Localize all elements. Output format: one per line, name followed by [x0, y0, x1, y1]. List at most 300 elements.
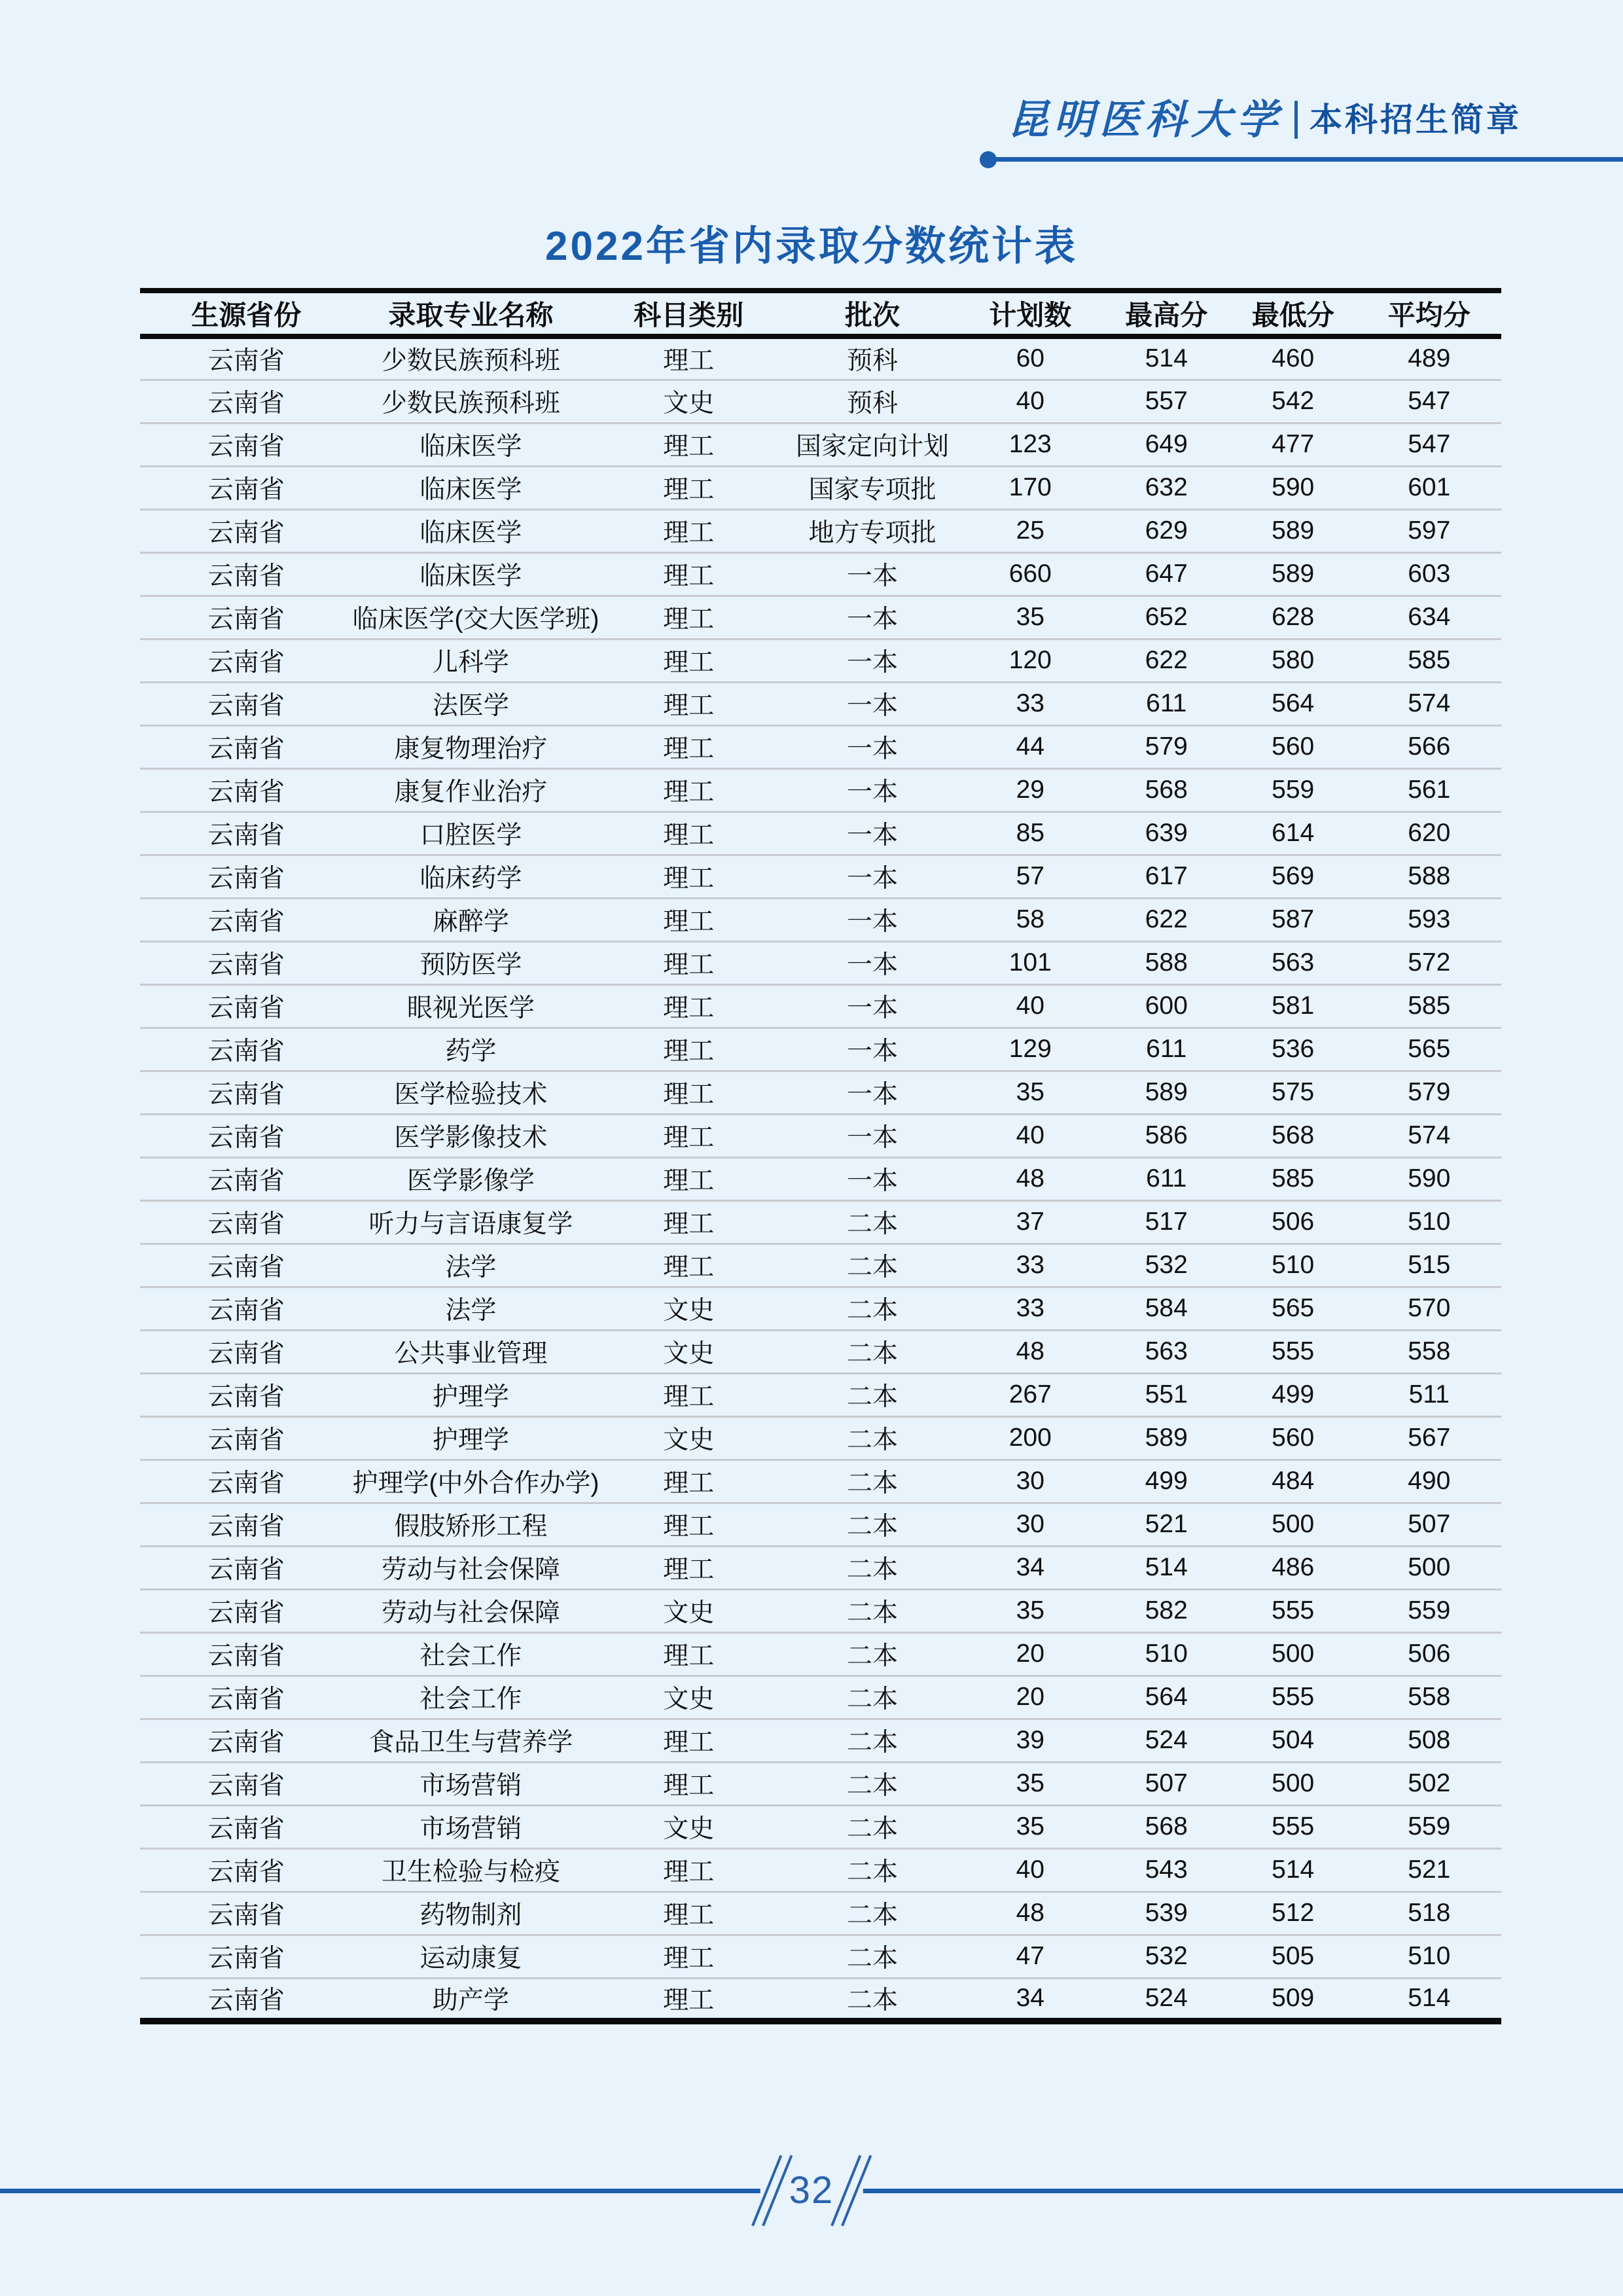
cell-avg-score: 603 — [1408, 560, 1451, 588]
cell-category: 理工 — [663, 1901, 715, 1929]
cell-batch: 预科 — [846, 389, 898, 418]
cell-province: 云南省 — [207, 433, 285, 461]
table-row — [140, 682, 1501, 725]
table-row — [140, 1157, 1501, 1200]
cell-max-score: 524 — [1145, 1984, 1188, 2013]
cell-min-score: 500 — [1272, 1510, 1315, 1538]
brand-divider-bar — [1294, 101, 1298, 139]
cell-province: 云南省 — [207, 1772, 285, 1800]
table-row — [140, 639, 1501, 682]
cell-batch: 一本 — [846, 692, 898, 720]
cell-min-score: 555 — [1272, 1812, 1315, 1840]
cell-batch: 一本 — [846, 605, 898, 634]
cell-batch: 二本 — [846, 1945, 898, 1973]
cell-avg-score: 510 — [1408, 1942, 1451, 1970]
table-row — [140, 812, 1501, 855]
cell-major: 法医学 — [432, 692, 509, 720]
cell-avg-score: 507 — [1408, 1510, 1451, 1538]
cell-category: 文史 — [663, 1815, 715, 1843]
admission-scores-table — [140, 288, 1501, 2024]
cell-plan-count: 35 — [1016, 1769, 1044, 1797]
cell-max-score: 584 — [1145, 1294, 1188, 1322]
cell-avg-score: 601 — [1408, 473, 1451, 501]
cell-batch: 二本 — [846, 1599, 898, 1627]
cell-major: 法学 — [445, 1253, 497, 1282]
cell-major: 眼视光医学 — [406, 994, 535, 1022]
table-row — [140, 1848, 1501, 1892]
cell-max-score: 507 — [1145, 1769, 1188, 1797]
cell-plan-count: 40 — [1016, 992, 1044, 1020]
table-row — [140, 336, 1501, 380]
cell-province: 云南省 — [207, 1599, 285, 1627]
table-row — [140, 1719, 1501, 1762]
cell-category: 理工 — [663, 433, 715, 461]
cell-plan-count: 44 — [1016, 732, 1044, 761]
cell-avg-score: 514 — [1408, 1984, 1451, 2013]
cell-avg-score: 588 — [1408, 862, 1451, 890]
cell-min-score: 460 — [1272, 344, 1315, 373]
cell-max-score: 639 — [1145, 819, 1188, 847]
cell-max-score: 510 — [1145, 1640, 1188, 1668]
cell-major: 食品卫生与营养学 — [368, 1729, 573, 1757]
cell-avg-score: 561 — [1408, 776, 1451, 804]
cell-max-score: 568 — [1145, 776, 1188, 804]
cell-max-score: 524 — [1145, 1726, 1188, 1754]
cell-province: 云南省 — [207, 1901, 285, 1929]
cell-max-score: 617 — [1145, 862, 1188, 890]
cell-plan-count: 35 — [1016, 1078, 1044, 1106]
cell-max-score: 629 — [1145, 516, 1188, 545]
cell-min-score: 563 — [1272, 948, 1315, 977]
cell-province: 云南省 — [207, 1383, 285, 1411]
cell-avg-score: 510 — [1408, 1208, 1451, 1236]
cell-province: 云南省 — [207, 562, 285, 590]
cell-plan-count: 660 — [1008, 560, 1052, 588]
cell-avg-score: 558 — [1408, 1337, 1451, 1365]
cell-batch: 一本 — [846, 821, 898, 850]
cell-plan-count: 40 — [1016, 1121, 1044, 1149]
cell-min-score: 560 — [1272, 732, 1315, 761]
slash-decoration-left — [766, 2153, 779, 2229]
cell-min-score: 555 — [1272, 1596, 1315, 1624]
cell-batch: 一本 — [846, 649, 898, 677]
table-row — [140, 552, 1501, 596]
cell-plan-count: 34 — [1016, 1553, 1044, 1581]
cell-category: 理工 — [663, 1513, 715, 1541]
table-row — [140, 1978, 1501, 2021]
cell-batch: 一本 — [846, 1037, 898, 1066]
table-row — [140, 941, 1501, 984]
cell-category: 理工 — [663, 1037, 715, 1066]
cell-province: 云南省 — [207, 1081, 285, 1109]
cell-avg-score: 574 — [1408, 1121, 1451, 1149]
cell-avg-score: 558 — [1408, 1683, 1451, 1711]
cell-avg-score: 515 — [1408, 1251, 1451, 1279]
cell-province: 云南省 — [207, 821, 285, 850]
cell-category: 理工 — [663, 649, 715, 677]
cell-category: 文史 — [663, 1340, 715, 1368]
cell-category: 文史 — [663, 1599, 715, 1627]
cell-min-score: 500 — [1272, 1769, 1315, 1797]
cell-plan-count: 35 — [1016, 1812, 1044, 1840]
cell-province: 云南省 — [207, 519, 285, 547]
cell-province: 云南省 — [207, 605, 285, 634]
cell-max-score: 589 — [1145, 1078, 1188, 1106]
cell-plan-count: 30 — [1016, 1467, 1044, 1495]
col-header-avg-score: 平均分 — [1387, 300, 1471, 331]
cell-major: 临床医学(交大医学班) — [352, 605, 599, 634]
col-header-province: 生源省份 — [191, 300, 302, 331]
cell-category: 理工 — [663, 778, 715, 806]
cell-avg-score: 502 — [1408, 1769, 1451, 1797]
cell-major: 临床医学 — [419, 433, 522, 461]
cell-max-score: 611 — [1146, 689, 1187, 717]
cell-min-score: 509 — [1272, 1984, 1315, 2013]
cell-batch: 二本 — [846, 1986, 898, 2015]
cell-major: 药物制剂 — [419, 1901, 522, 1929]
cell-category: 文史 — [663, 1426, 715, 1454]
cell-avg-score: 572 — [1408, 948, 1451, 977]
col-header-max-score: 最高分 — [1125, 300, 1208, 331]
cell-major: 公共事业管理 — [394, 1340, 548, 1368]
cell-province: 云南省 — [207, 1945, 285, 1973]
cell-category: 理工 — [663, 1081, 715, 1109]
table-row — [140, 984, 1501, 1028]
cell-province: 云南省 — [207, 1167, 285, 1195]
cell-province: 云南省 — [207, 347, 285, 376]
table-row — [140, 898, 1501, 941]
cell-max-score: 588 — [1145, 948, 1188, 977]
cell-max-score: 652 — [1145, 603, 1188, 631]
brand-header — [1008, 96, 1522, 143]
cell-plan-count: 58 — [1016, 905, 1044, 933]
cell-min-score: 504 — [1272, 1726, 1315, 1754]
cell-batch: 二本 — [846, 1297, 898, 1325]
cell-batch: 二本 — [846, 1426, 898, 1454]
table-row — [140, 1762, 1501, 1805]
cell-plan-count: 200 — [1008, 1424, 1052, 1452]
table-row — [140, 1632, 1501, 1676]
cell-max-score: 611 — [1146, 1164, 1187, 1193]
cell-province: 云南省 — [207, 778, 285, 806]
cell-batch: 一本 — [846, 1124, 898, 1152]
cell-major: 临床医学 — [419, 476, 522, 504]
cell-category: 理工 — [663, 1729, 715, 1757]
cell-category: 理工 — [663, 821, 715, 850]
cell-province: 云南省 — [207, 1858, 285, 1886]
cell-category: 理工 — [663, 1858, 715, 1886]
cell-category: 理工 — [663, 347, 715, 376]
cell-category: 理工 — [663, 1642, 715, 1670]
cell-category: 理工 — [663, 1772, 715, 1800]
cell-major: 假肢矫形工程 — [394, 1513, 548, 1541]
cell-category: 理工 — [663, 1986, 715, 2015]
table-row — [140, 1503, 1501, 1546]
cell-batch: 二本 — [846, 1685, 898, 1713]
cell-batch: 二本 — [846, 1901, 898, 1929]
cell-category: 理工 — [663, 1945, 715, 1973]
cell-province: 云南省 — [207, 865, 285, 893]
cell-major: 口腔医学 — [419, 821, 522, 850]
cell-max-score: 611 — [1146, 1035, 1187, 1063]
table-row — [140, 1244, 1501, 1287]
cell-max-score: 564 — [1145, 1683, 1188, 1711]
cell-province: 云南省 — [207, 1297, 285, 1325]
cell-avg-score: 590 — [1408, 1164, 1451, 1193]
cell-avg-score: 570 — [1408, 1294, 1451, 1322]
cell-min-score: 484 — [1272, 1467, 1315, 1495]
cell-plan-count: 30 — [1016, 1510, 1044, 1538]
cell-min-score: 536 — [1272, 1035, 1315, 1063]
cell-batch: 一本 — [846, 735, 898, 763]
table-row — [140, 725, 1501, 768]
cell-batch: 二本 — [846, 1772, 898, 1800]
cell-province: 云南省 — [207, 1340, 285, 1368]
cell-category: 理工 — [663, 519, 715, 547]
cell-min-score: 500 — [1272, 1640, 1315, 1668]
cell-plan-count: 40 — [1016, 387, 1044, 415]
cell-major: 法学 — [445, 1297, 497, 1325]
cell-category: 理工 — [663, 1210, 715, 1238]
cell-category: 理工 — [663, 994, 715, 1022]
cell-max-score: 649 — [1145, 430, 1188, 458]
cell-plan-count: 101 — [1008, 948, 1052, 977]
cell-category: 理工 — [663, 605, 715, 634]
cell-major: 卫生检验与检疫 — [381, 1858, 560, 1886]
cell-min-score: 568 — [1272, 1121, 1315, 1149]
cell-major: 医学检验技术 — [394, 1081, 548, 1109]
col-header-major: 录取专业名称 — [388, 300, 554, 331]
cell-plan-count: 33 — [1016, 1294, 1044, 1322]
cell-plan-count: 35 — [1016, 1596, 1044, 1624]
cell-min-score: 510 — [1272, 1251, 1315, 1279]
cell-min-score: 581 — [1272, 992, 1315, 1020]
cell-min-score: 486 — [1272, 1553, 1315, 1581]
table-row — [140, 1546, 1501, 1589]
cell-batch: 二本 — [846, 1469, 898, 1498]
cell-province: 云南省 — [207, 994, 285, 1022]
cell-min-score: 565 — [1272, 1294, 1315, 1322]
brand-subtitle: 本科招生简章 — [1310, 101, 1522, 138]
cell-max-score: 647 — [1145, 560, 1188, 588]
cell-min-score: 555 — [1272, 1337, 1315, 1365]
cell-province: 云南省 — [207, 649, 285, 677]
table-row — [140, 466, 1501, 509]
table-row — [140, 1373, 1501, 1416]
cell-min-score: 589 — [1272, 560, 1315, 588]
cell-province: 云南省 — [207, 1642, 285, 1670]
col-header-plan-count: 计划数 — [989, 300, 1072, 331]
cell-province: 云南省 — [207, 476, 285, 504]
cell-batch: 一本 — [846, 1081, 898, 1109]
cell-avg-score: 565 — [1408, 1035, 1451, 1063]
cell-plan-count: 29 — [1016, 776, 1044, 804]
cell-max-score: 514 — [1145, 344, 1188, 373]
table-row — [140, 1330, 1501, 1373]
cell-province: 云南省 — [207, 1124, 285, 1152]
cell-avg-score: 566 — [1408, 732, 1451, 761]
cell-major: 市场营销 — [419, 1772, 522, 1800]
col-header-min-score: 最低分 — [1251, 300, 1334, 331]
cell-province: 云南省 — [207, 1685, 285, 1713]
cell-province: 云南省 — [207, 692, 285, 720]
cell-avg-score: 579 — [1408, 1078, 1451, 1106]
cell-avg-score: 547 — [1408, 387, 1451, 415]
cell-min-score: 512 — [1272, 1899, 1315, 1927]
cell-plan-count: 37 — [1016, 1208, 1044, 1236]
cell-major: 临床医学 — [419, 519, 522, 547]
cell-min-score: 560 — [1272, 1424, 1315, 1452]
cell-category: 理工 — [663, 865, 715, 893]
cell-plan-count: 33 — [1016, 1251, 1044, 1279]
cell-max-score: 586 — [1145, 1121, 1188, 1149]
cell-batch: 一本 — [846, 562, 898, 590]
cell-major: 儿科学 — [432, 649, 509, 677]
cell-major: 医学影像学 — [406, 1167, 535, 1195]
cell-max-score: 551 — [1145, 1380, 1188, 1408]
cell-plan-count: 39 — [1016, 1726, 1044, 1754]
cell-province: 云南省 — [207, 951, 285, 979]
cell-province: 云南省 — [207, 1729, 285, 1757]
cell-avg-score: 597 — [1408, 516, 1451, 545]
cell-max-score: 521 — [1145, 1510, 1188, 1538]
cell-plan-count: 48 — [1016, 1337, 1044, 1365]
page-title: 2022年省内录取分数统计表 — [545, 224, 1078, 269]
cell-major: 麻醉学 — [432, 908, 509, 936]
cell-province: 云南省 — [207, 1556, 285, 1584]
cell-batch: 国家专项批 — [808, 476, 936, 504]
cell-plan-count: 267 — [1008, 1380, 1052, 1408]
cell-province: 云南省 — [207, 389, 285, 418]
page-number-group — [760, 2147, 863, 2234]
cell-major: 康复物理治疗 — [394, 735, 548, 763]
cell-plan-count: 33 — [1016, 689, 1044, 717]
cell-major: 康复作业治疗 — [394, 778, 548, 806]
header-rule — [991, 157, 1623, 162]
cell-batch: 一本 — [846, 951, 898, 979]
cell-avg-score: 547 — [1408, 430, 1451, 458]
table-row — [140, 1892, 1501, 1935]
cell-batch: 二本 — [846, 1513, 898, 1541]
cell-major: 护理学 — [432, 1426, 509, 1454]
table-row — [140, 1028, 1501, 1071]
cell-batch: 二本 — [846, 1210, 898, 1238]
cell-batch: 二本 — [846, 1556, 898, 1584]
cell-batch: 一本 — [846, 865, 898, 893]
table-row — [140, 1676, 1501, 1719]
cell-max-score: 543 — [1145, 1856, 1188, 1884]
cell-avg-score: 490 — [1408, 1467, 1451, 1495]
page-number: 32 — [789, 2169, 834, 2212]
cell-batch: 二本 — [846, 1858, 898, 1886]
cell-major: 临床医学 — [419, 562, 522, 590]
cell-major: 医学影像技术 — [394, 1124, 548, 1152]
cell-category: 理工 — [663, 1253, 715, 1282]
cell-major: 社会工作 — [419, 1642, 522, 1670]
cell-plan-count: 129 — [1008, 1035, 1052, 1063]
cell-category: 理工 — [663, 1167, 715, 1195]
cell-plan-count: 25 — [1016, 516, 1044, 545]
table-row — [140, 768, 1501, 812]
cell-max-score: 514 — [1145, 1553, 1188, 1581]
cell-avg-score: 511 — [1408, 1380, 1450, 1408]
cell-min-score: 555 — [1272, 1683, 1315, 1711]
table-row — [140, 1200, 1501, 1244]
col-header-category: 科目类别 — [633, 300, 744, 331]
cell-plan-count: 20 — [1016, 1640, 1044, 1668]
cell-batch: 二本 — [846, 1642, 898, 1670]
cell-major: 劳动与社会保障 — [381, 1556, 560, 1584]
cell-avg-score: 593 — [1408, 905, 1451, 933]
cell-major: 运动康复 — [419, 1945, 522, 1973]
cell-plan-count: 47 — [1016, 1942, 1044, 1970]
cell-category: 理工 — [663, 476, 715, 504]
cell-plan-count: 123 — [1008, 430, 1052, 458]
cell-major: 预防医学 — [419, 951, 522, 979]
cell-avg-score: 518 — [1408, 1899, 1451, 1927]
cell-major: 少数民族预科班 — [381, 389, 560, 418]
cell-avg-score: 506 — [1408, 1640, 1451, 1668]
cell-avg-score: 567 — [1408, 1424, 1451, 1452]
cell-major: 药学 — [445, 1037, 497, 1066]
cell-plan-count: 35 — [1016, 603, 1044, 631]
cell-max-score: 568 — [1145, 1812, 1188, 1840]
cell-max-score: 563 — [1145, 1337, 1188, 1365]
cell-max-score: 517 — [1145, 1208, 1188, 1236]
cell-category: 理工 — [663, 1556, 715, 1584]
cell-avg-score: 500 — [1408, 1553, 1451, 1581]
cell-min-score: 614 — [1272, 819, 1315, 847]
cell-avg-score: 559 — [1408, 1596, 1451, 1624]
cell-province: 云南省 — [207, 1037, 285, 1066]
cell-plan-count: 48 — [1016, 1899, 1044, 1927]
cell-max-score: 532 — [1145, 1942, 1188, 1970]
cell-batch: 二本 — [846, 1729, 898, 1757]
cell-category: 理工 — [663, 951, 715, 979]
table-row — [140, 423, 1501, 466]
cell-min-score: 559 — [1272, 776, 1315, 804]
cell-min-score: 477 — [1272, 430, 1315, 458]
cell-category: 理工 — [663, 908, 715, 936]
cell-major: 助产学 — [432, 1986, 509, 2015]
cell-plan-count: 34 — [1016, 1984, 1044, 2013]
cell-province: 云南省 — [207, 1815, 285, 1843]
cell-batch: 一本 — [846, 778, 898, 806]
cell-batch: 一本 — [846, 1167, 898, 1195]
cell-avg-score: 559 — [1408, 1812, 1451, 1840]
table-row — [140, 1287, 1501, 1330]
cell-max-score: 539 — [1145, 1899, 1188, 1927]
cell-batch: 地方专项批 — [808, 519, 936, 547]
cell-major: 社会工作 — [419, 1685, 522, 1713]
cell-max-score: 600 — [1145, 992, 1188, 1020]
cell-max-score: 532 — [1145, 1251, 1188, 1279]
cell-category: 文史 — [663, 1685, 715, 1713]
cell-max-score: 622 — [1145, 905, 1188, 933]
table-row — [140, 1460, 1501, 1503]
cell-province: 云南省 — [207, 908, 285, 936]
cell-plan-count: 40 — [1016, 1856, 1044, 1884]
cell-province: 云南省 — [207, 1426, 285, 1454]
cell-province: 云南省 — [207, 735, 285, 763]
cell-max-score: 589 — [1145, 1424, 1188, 1452]
table-row — [140, 380, 1501, 423]
cell-batch: 一本 — [846, 994, 898, 1022]
cell-min-score: 569 — [1272, 862, 1315, 890]
cell-min-score: 499 — [1272, 1380, 1315, 1408]
cell-min-score: 514 — [1272, 1856, 1315, 1884]
cell-batch: 二本 — [846, 1383, 898, 1411]
